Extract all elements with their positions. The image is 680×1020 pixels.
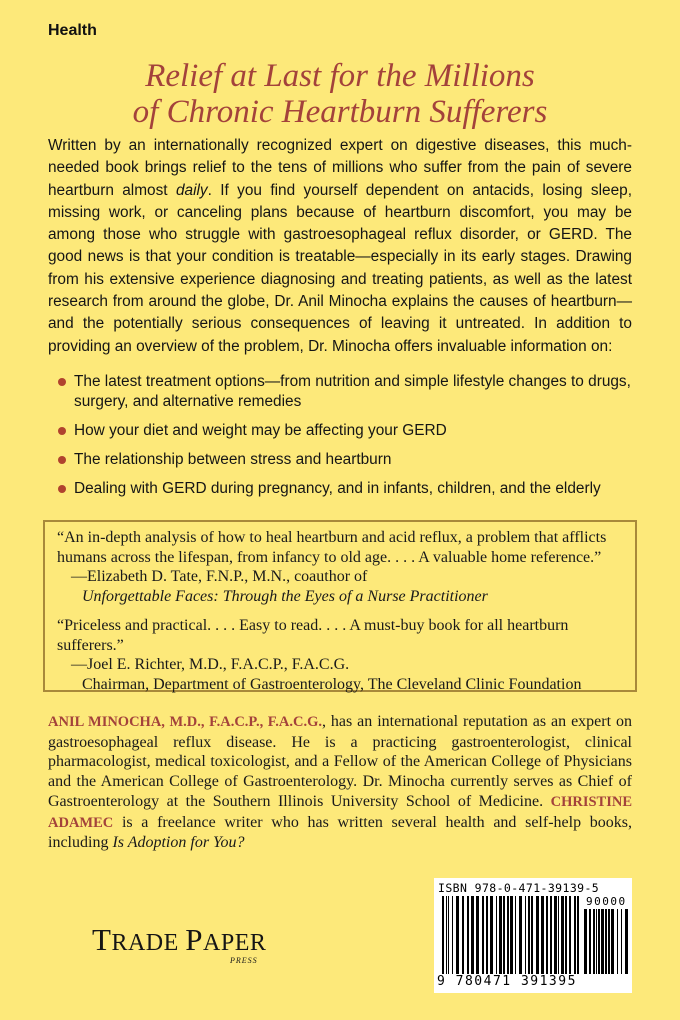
author-bio — [48, 712, 632, 853]
feature-list — [58, 372, 632, 508]
barcode-bar — [462, 896, 464, 974]
list-item — [58, 372, 632, 412]
quote-attribution: —Joel E. Richter, M.D., F.A.C.P., F.A.C.G. — [71, 656, 350, 673]
barcode-bar — [476, 896, 479, 974]
barcode-bar — [565, 896, 567, 974]
coauthor-name: CHRISTINE ADAMEC — [48, 793, 632, 831]
barcode-bar — [510, 896, 513, 974]
addon-barcode-bars — [584, 909, 628, 974]
barcode-bar — [574, 896, 576, 974]
price-code: 90000 — [586, 895, 627, 908]
barcode-bar — [593, 909, 595, 974]
barcode-bar — [558, 896, 559, 974]
author-bio-text: , has an international reputation as an expert on gastroesophageal reflux disease. He is a practicing gastroenterologist, clinical pharmacologist, medical toxicologist, and a Fellow of the American College of Physicians and the American College of Gastroenterology. Dr. Minocha currently serves as Chief of Gastroenterology at the Southern Illinois University School of Medicine. — [48, 713, 632, 810]
bullet-icon — [58, 378, 66, 386]
barcode-bar — [541, 896, 544, 974]
list-item-text: How your diet and weight may be affecting your GERD — [74, 422, 447, 439]
quote-attribution-book: Unforgettable Faces: Through the Eyes of a Nurse Practitioner — [82, 587, 488, 605]
barcode-bar — [499, 896, 502, 974]
list-item — [58, 421, 632, 441]
category-label: Health — [48, 22, 97, 39]
barcode-bar — [550, 896, 552, 974]
barcode-bar — [605, 909, 607, 974]
bullet-icon — [58, 456, 66, 464]
quote-text: “An in-depth analysis of how to heal heartburn and acid reflux, a problem that afflicts humans across the lifespan, from infancy to old age. . . . A valuable home reference.” — [57, 529, 607, 566]
headline-line-2: of Chronic Heartburn Sufferers — [132, 94, 548, 130]
barcode-bar — [486, 896, 488, 974]
intro-text-start: Written by an internationally recognized expert on digestive diseases, this much-needed book brings relief to the tens of millions who suffer from the pain of severe heartburn almost — [48, 137, 632, 199]
barcode-bar — [536, 896, 539, 974]
author-name: ANIL MINOCHA, M.D., F.A.C.P., F.A.C.G. — [48, 714, 322, 730]
barcode-bar — [569, 896, 571, 974]
barcode-bar — [611, 909, 614, 974]
barcode-bar — [467, 896, 469, 974]
trade-paper-logo: TRADE PAPER PRESS — [92, 922, 267, 965]
barcode-bar — [617, 909, 618, 974]
intro-emphasis: daily — [175, 181, 208, 199]
barcode-bar — [577, 896, 579, 974]
barcode-bar — [456, 896, 459, 974]
barcode-bar — [546, 896, 548, 974]
barcode-bar — [503, 896, 505, 974]
intro-paragraph — [48, 135, 632, 358]
book-title: Is Adoption for You? — [112, 834, 245, 852]
list-item-text: The latest treatment options—from nutrition and simple lifestyle changes to drugs, surgery, and alternative remedies — [74, 373, 631, 410]
barcode-bar — [442, 896, 444, 974]
barcode-bar — [596, 909, 597, 974]
quote-attribution: —Elizabeth D. Tate, F.N.P., M.N., coauthor of — [71, 568, 368, 585]
barcode-bar — [525, 896, 526, 974]
list-item-text: Dealing with GERD during pregnancy, and in infants, children, and the elderly — [74, 480, 601, 497]
barcode-bar — [528, 896, 530, 974]
barcode-bar — [601, 909, 604, 974]
intro-text-end: . If you find yourself dependent on antacids, losing sleep, missing work, or canceling plans because of heartburn discomfort, you may be among those who struggle with gastroesophageal reflux disorder, or GERD. The good news is that your condition is treatable—especially in its early stages. Drawing from his extensive experience diagnosing and treating patients, as well as the latest research from around the globe, Dr. Anil Minocha explains the causes of heartburn—and the potentially serious consequences of leaving it untreated. In addition to providing an overview of the problem, Dr. Minocha offers invaluable information on: — [48, 181, 632, 355]
barcode-bar — [589, 909, 591, 974]
barcode-bar — [471, 896, 474, 974]
barcode-bar — [584, 909, 587, 974]
barcode-bar — [452, 896, 453, 974]
barcode-bar — [515, 896, 516, 974]
barcode-bar — [507, 896, 509, 974]
list-item — [58, 479, 632, 499]
list-item-text: The relationship between stress and heartburn — [74, 451, 392, 468]
endorsements-box — [43, 520, 637, 692]
list-item — [58, 450, 632, 470]
headline-line-1: Relief at Last for the Millions — [145, 58, 535, 94]
barcode-bar — [496, 896, 497, 974]
isbn-barcode — [434, 878, 632, 993]
barcode-bar — [448, 896, 449, 974]
barcode-bars — [442, 896, 580, 974]
bullet-icon — [58, 427, 66, 435]
coauthor-bio-text: is a freelance writer who has written several health and self-help books, including — [48, 813, 632, 852]
barcode-bar — [608, 909, 610, 974]
barcode-bar — [446, 896, 447, 974]
isbn-number: ISBN 978-0-471-39139-5 — [438, 881, 600, 895]
quote-attribution-title: Chairman, Department of Gastroenterology, The Cleveland Clinic Foundation — [82, 675, 582, 693]
barcode-bar — [490, 896, 493, 974]
barcode-bar — [554, 896, 557, 974]
barcode-bar — [561, 896, 564, 974]
logo-press: PRESS — [230, 956, 258, 965]
bullet-icon — [58, 485, 66, 493]
barcode-bar — [621, 909, 622, 974]
barcode-bar — [625, 909, 628, 974]
quote-text: “Priceless and practical. . . . Easy to read. . . . A must-buy book for all heartburn sufferers.” — [57, 617, 569, 654]
barcode-bar — [519, 896, 522, 974]
barcode-digits: 9 780471 391395 — [437, 974, 577, 989]
barcode-bar — [531, 896, 533, 974]
headline — [48, 58, 632, 130]
barcode-bar — [598, 909, 600, 974]
barcode-bar — [482, 896, 484, 974]
